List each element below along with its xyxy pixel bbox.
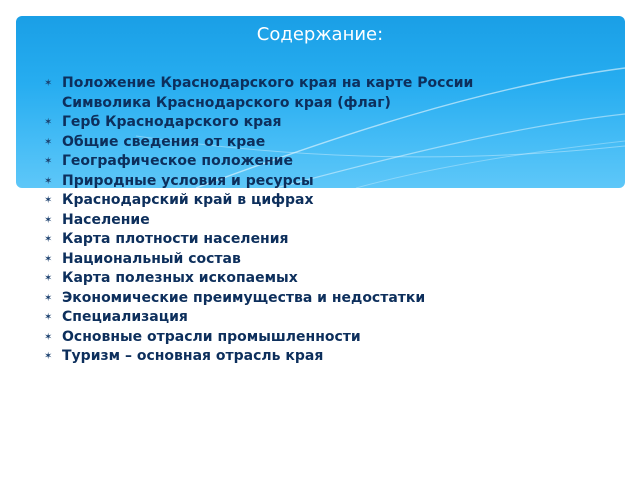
contents-item <box>44 133 473 153</box>
contents-item <box>44 308 473 328</box>
star-bullet-icon: ✶ <box>44 351 53 362</box>
contents-item-label: Краснодарский край в цифрах <box>62 192 314 208</box>
contents-item-label: Экономические преимущества и недостатки <box>62 289 426 306</box>
contents-item <box>44 152 473 172</box>
star-bullet-icon: ✶ <box>44 253 53 265</box>
contents-item <box>44 113 473 133</box>
contents-item <box>44 211 473 231</box>
contents-item-label: Туризм – основная отрасль края <box>62 348 324 364</box>
contents-item <box>44 191 473 211</box>
contents-item-label: Географическое положение <box>62 153 293 169</box>
star-bullet-icon: ✶ <box>44 175 53 187</box>
star-bullet-icon: ✶ <box>44 117 53 128</box>
contents-item-label: Природные условия и ресурсы <box>62 172 314 189</box>
contents-item <box>44 94 473 114</box>
star-bullet-icon: ✶ <box>44 273 53 284</box>
contents-item-label: Основные отрасли промышленности <box>62 328 361 345</box>
contents-item <box>44 230 473 250</box>
star-bullet-icon: ✶ <box>44 156 53 167</box>
star-bullet-icon: ✶ <box>44 312 53 323</box>
star-bullet-icon: ✶ <box>44 78 53 89</box>
page-title: Содержание: <box>256 24 384 45</box>
star-bullet-icon: ✶ <box>44 331 53 343</box>
star-bullet-icon: ✶ <box>44 195 53 206</box>
contents-item-label: Герб Краснодарского края <box>62 114 282 130</box>
contents-item-label: Карта плотности населения <box>62 231 289 247</box>
star-bullet-icon: ✶ <box>44 292 53 304</box>
contents-list <box>44 74 473 367</box>
contents-item-label: Специализация <box>62 309 188 325</box>
star-bullet-icon: ✶ <box>44 136 53 148</box>
contents-item-label: Карта полезных ископаемых <box>62 270 298 286</box>
contents-item-label: Положение Краснодарского края на карте России <box>62 75 474 91</box>
contents-item <box>44 250 473 270</box>
contents-item <box>44 269 473 289</box>
star-bullet-icon: ✶ <box>44 234 53 245</box>
contents-item <box>44 172 473 192</box>
contents-item <box>44 347 473 367</box>
star-bullet-icon: ✶ <box>44 214 53 226</box>
contents-item-label: Национальный состав <box>62 250 241 267</box>
contents-item-label: Символика Краснодарского края (флаг) <box>62 94 391 111</box>
contents-item <box>44 328 473 348</box>
contents-item <box>44 289 473 309</box>
contents-item-label: Население <box>62 211 150 228</box>
contents-item-label: Общие сведения от крае <box>62 133 266 150</box>
contents-item <box>44 74 473 94</box>
